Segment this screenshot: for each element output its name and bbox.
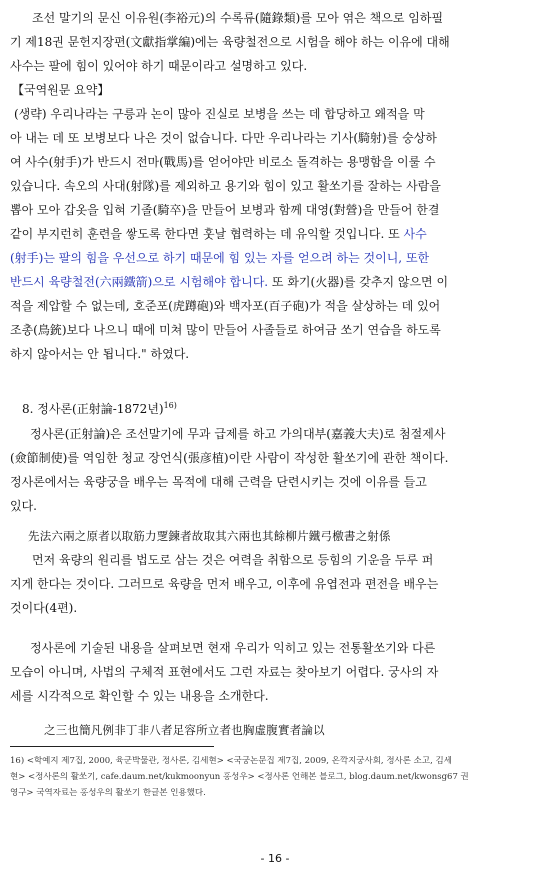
- paragraph-line: 정사론에 기술된 내용을 살펴보면 현재 우리가 익히고 있는 전통활쏘기와 다른: [30, 641, 436, 655]
- paragraph-line: (僉節制使)를 역임한 청교 장언식(張彦植)이란 사람이 작성한 활쏘기에 관한 책이다.: [10, 451, 449, 465]
- section-title: [22, 398, 382, 416]
- paragraph-line: 것이다(4편).: [10, 601, 78, 615]
- footnote-line: 영구> 국역자료는 홍성우의 활쏘기 한글본 인용했다.: [10, 788, 206, 798]
- paragraph-line: 정사론에서는 육량궁을 배우는 목적에 대해 근력을 단련시키는 것에 이유를 들고: [10, 475, 427, 489]
- quote-line: 아 내는 데 또 보병보다 나은 것이 없습니다. 다만 우리나라는 기사(騎射)를 숭상하: [10, 131, 437, 145]
- paragraph-line: 기 제18권 문헌지장편(文獻指掌編)에는 육량철전으로 시험을 해야 하는 이유에 대해: [10, 35, 450, 49]
- paragraph-line: 조선 말기의 문신 이유원(李裕元)의 수록류(隨錄類)를 모아 엮은 책으로 임하필: [32, 11, 444, 25]
- paragraph-line: 먼저 육량의 원리를 법도로 삼는 것은 여력을 취함으로 등힘의 기운을 두루 퍼: [32, 553, 434, 567]
- quote-line: [10, 226, 540, 244]
- quote-text: 또 화기(火器)를 갖추지 않으면 이: [268, 275, 449, 289]
- quote-line: 여 사수(射手)가 반드시 전마(戰馬)를 얻어야만 비로소 돌격하는 용맹함을 이룰 수: [10, 155, 436, 169]
- quote-line: [10, 274, 540, 292]
- footnote-ref: 16): [163, 401, 177, 410]
- summary-heading: 【국역원문 요약】: [12, 83, 110, 97]
- paragraph-line: 있다.: [10, 499, 37, 513]
- quote-line: (생략) 우리나라는 구릉과 논이 많아 진실로 보병을 쓰는 데 합당하고 왜적을 막: [14, 107, 425, 121]
- footnote-rule: [10, 746, 214, 747]
- highlighted-text: 반드시 육량철전(六兩鐵箭)으로 시험해야 합니다.: [10, 275, 269, 289]
- quote-line: 조총(鳥銃)보다 나으니 때에 미쳐 많이 만들어 사졸들로 하여금 쏘기 연습을 하도록: [10, 323, 441, 337]
- quote-line: 뽑아 모아 갑옷을 입혀 기졸(騎卒)을 만들어 보병과 함께 대영(對營)을 만들어 한결: [10, 203, 440, 217]
- footnote-line: 16) <학예지 제7집, 2000, 육군박물관, 정사론, 김세현> <국궁논문집 제7집, 2009, 온깍지궁사회, 정사론 소고, 김세: [10, 756, 452, 766]
- section-title-text: 8. 정사론(正射論-1872년): [22, 402, 164, 416]
- quote-line: 있습니다. 속오의 사대(射隊)를 제외하고 용기와 힘이 있고 활쏘기를 잘하는 사람을: [10, 179, 441, 193]
- paragraph-line: 정사론(正射論)은 조선말기에 무과 급제를 하고 가의대부(嘉義大夫)로 첨절제사: [30, 427, 446, 441]
- paragraph-line: 사수는 팔에 힘이 있어야 하기 때문이라고 설명하고 있다.: [10, 59, 308, 73]
- classical-quote: 之三也簡凡例非丁非八者足容所立者也胸虛腹實者論以: [44, 723, 325, 737]
- quote-line: 하지 않아서는 안 됩니다." 하였다.: [10, 347, 190, 361]
- paragraph-line: 지게 한다는 것이다. 그러므로 육량을 먼저 배우고, 이후에 유엽전과 편전을 배우는: [10, 577, 439, 591]
- paragraph-line: 세를 시각적으로 확인할 수 있는 내용을 소개한다.: [10, 689, 269, 703]
- page-number: - 16 -: [260, 852, 290, 865]
- quote-text: 같이 부지런히 훈련을 쌓도록 한다면 훗날 협력하는 데 유익할 것입니다. 또: [10, 227, 404, 241]
- highlighted-line: (射手)는 팔의 힘을 우선으로 하기 때문에 힘 있는 자를 얻으려 하는 것이니, 또한: [10, 251, 430, 265]
- paragraph-line: 모습이 아니며, 사법의 구체적 표현에서도 그런 자료는 찾아보기 어렵다. 궁사의 자: [10, 665, 439, 679]
- footnote-line: 현> <정사론의 활쏘기, cafe.daum.net/kukmoonyun 홍성우> <정사론 언해본 블로그, blog.daum.net/kwonsg67 권: [10, 772, 469, 782]
- quote-line: 적을 제압할 수 없는데, 호준포(虎蹲砲)와 백자포(百子砲)가 적을 살상하는 데 있어: [10, 299, 441, 313]
- highlighted-text: 사수: [403, 227, 427, 241]
- classical-quote: 先法六兩之原者以取筋力覂鍊者故取其六兩也其餘柳片鐵弓檄書之射係: [28, 529, 391, 543]
